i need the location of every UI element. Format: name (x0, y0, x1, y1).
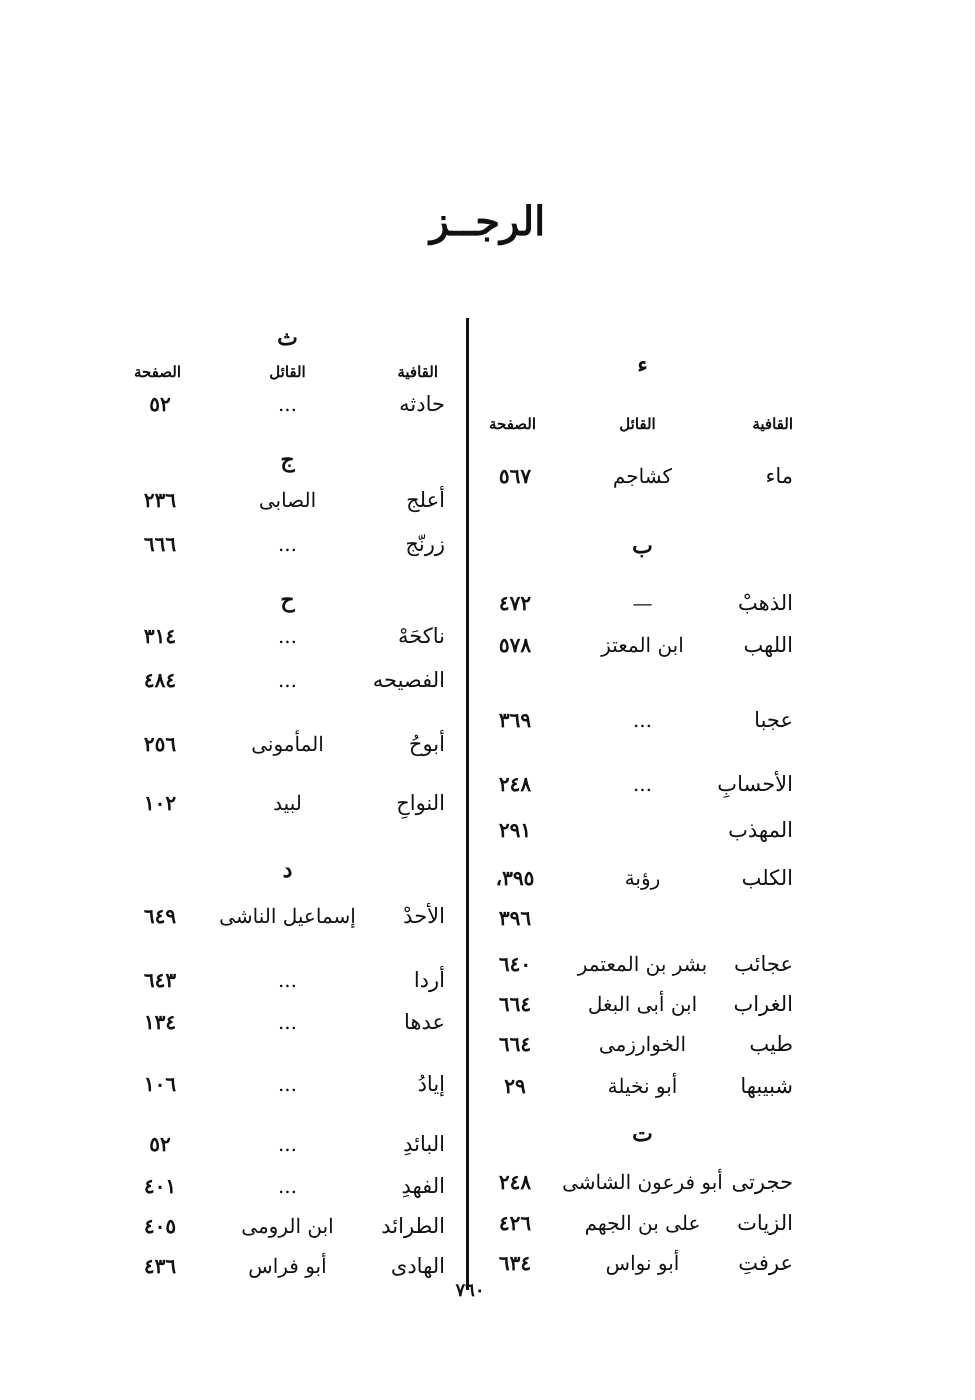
entry-rhyme: طيب (749, 1032, 793, 1056)
entry-speaker: الصابى (258, 488, 317, 512)
index-entry (0, 860, 975, 896)
section-letter: د (282, 857, 293, 883)
entry-rhyme: الأحسابِ (717, 772, 793, 796)
entry-speaker: ... (277, 1174, 298, 1198)
index-entry (0, 618, 975, 654)
entry-rhyme: الهادى (390, 1254, 445, 1278)
header-speaker: القائل (619, 415, 656, 433)
entry-page: ٦٤٩ (143, 904, 177, 928)
entry-page: ٣١٤ (143, 624, 177, 648)
index-entry (0, 585, 975, 621)
entry-page: ٢٤٨ (498, 1170, 532, 1194)
entry-page: ٦٣٤ (498, 1251, 532, 1275)
entry-rhyme: الغراب (733, 992, 793, 1016)
entry-page: ٥٢ (149, 392, 171, 416)
entry-rhyme: ماء (765, 464, 793, 488)
entry-speaker: أبو فرعون الشاشى (562, 1170, 723, 1194)
entry-speaker: ... (277, 392, 298, 416)
entry-rhyme: عجبا (754, 708, 793, 732)
entry-page: ٦٦٦ (143, 532, 177, 556)
entry-page: ٦٦٤ (498, 992, 532, 1016)
entry-page: ٢٤٨ (498, 772, 532, 796)
entry-page: ٦٦٤ (498, 1032, 532, 1056)
entry-page: ٣٦٩ (498, 708, 532, 732)
index-entry (0, 1248, 975, 1284)
entry-page: ٤٨٤ (143, 668, 177, 692)
header-page: الصفحة (488, 415, 537, 433)
entry-speaker: أبو فراس (248, 1254, 327, 1278)
entry-rhyme: الكلب (741, 866, 793, 890)
entry-speaker: ... (277, 1132, 298, 1156)
entry-speaker: أبو نواس (605, 1251, 680, 1275)
entry-rhyme: النواحِ (396, 791, 445, 815)
entry-page: ٤٠١ (143, 1174, 177, 1198)
entry-rhyme: إيادُ (417, 1072, 445, 1096)
index-entry (0, 1004, 975, 1040)
entry-speaker: كشاجم (612, 464, 673, 488)
entry-rhyme: الأحدْ (403, 904, 445, 928)
entry-page: ٥٢ (149, 1132, 171, 1156)
entry-rhyme: البائدِ (403, 1132, 445, 1156)
entry-page: ٣٩٥، (495, 866, 535, 890)
entry-rhyme: عدها (403, 1010, 445, 1034)
entry-rhyme: أعلج (406, 488, 445, 512)
section-letter: ث (277, 325, 298, 351)
entry-page: ٢٩ (504, 1074, 526, 1098)
header-speaker: القائل (269, 363, 306, 381)
entry-rhyme: الزيات (737, 1211, 793, 1235)
entry-rhyme: المهذب (728, 818, 793, 842)
entry-speaker: ابن المعتز (601, 633, 684, 657)
entry-speaker: — (632, 591, 653, 615)
index-entry (0, 1208, 975, 1244)
entry-rhyme: اللهب (743, 633, 793, 657)
section-letter: ت (632, 1121, 653, 1147)
entry-page: ١٠٦ (143, 1072, 177, 1096)
entry-speaker: ... (632, 708, 653, 732)
entry-page: ٤٠٥ (143, 1214, 177, 1238)
page-title: الرجــز (429, 198, 546, 245)
entry-rhyme: الفصيحه (372, 668, 445, 692)
entry-page: ٥٦٧ (498, 464, 532, 488)
entry-speaker: ... (277, 668, 298, 692)
entry-speaker: على بن الجهم (584, 1211, 701, 1235)
entry-rhyme: حجرتى (731, 1170, 793, 1194)
entry-rhyme: الطرائد (381, 1214, 445, 1238)
section-letter: ج (280, 447, 295, 473)
entry-speaker: ابن أبى البغل (587, 992, 698, 1016)
entry-page: ٥٧٨ (498, 633, 532, 657)
section-letter: ح (280, 587, 295, 613)
header-rhyme: القافية (752, 415, 793, 433)
entry-speaker: ... (632, 772, 653, 796)
index-entry (0, 962, 975, 998)
index-entry (0, 1066, 975, 1102)
section-letter: ء (637, 352, 648, 378)
section-letter: ب (632, 533, 653, 559)
index-entry (0, 1168, 975, 1204)
entry-speaker: ... (277, 532, 298, 556)
header-rhyme: القافية (397, 363, 438, 381)
index-entry (0, 386, 975, 422)
entry-speaker: رؤبة (624, 866, 661, 890)
index-entry (0, 482, 975, 518)
entry-page: ٦٤٣ (143, 968, 177, 992)
entry-rhyme: شبيبها (740, 1074, 793, 1098)
entry-page: ٢٩١ (498, 818, 532, 842)
page-number: ٧٦٠ (455, 1280, 485, 1301)
entry-rhyme: أردا (413, 968, 445, 992)
entry-rhyme: عرفتِ (738, 1251, 793, 1275)
entry-speaker: ... (277, 968, 298, 992)
index-entry (0, 1126, 975, 1162)
index-entry (0, 662, 975, 698)
entry-rhyme: عجائب (734, 952, 793, 976)
index-entry (0, 785, 975, 821)
entry-rhyme: الفهدِ (401, 1174, 445, 1198)
index-entry (0, 898, 975, 934)
entry-speaker: ابن الرومى (241, 1214, 334, 1238)
entry-speaker: ... (277, 1010, 298, 1034)
entry-rhyme: أبوحُ (408, 732, 445, 756)
entry-page: ٤٣٦ (143, 1254, 177, 1278)
column-headers (0, 354, 975, 390)
entry-page: ١٠٢ (143, 791, 177, 815)
entry-speaker: إسماعيل الناشى (219, 904, 356, 928)
entry-rhyme: زرنّج (405, 532, 445, 556)
entry-page: ٢٥٦ (143, 732, 177, 756)
entry-speaker: الخوارزمى (598, 1032, 687, 1056)
entry-speaker: أبو نخيلة (607, 1074, 678, 1098)
header-page: الصفحة (133, 363, 182, 381)
entry-page: ٤٧٢ (498, 591, 532, 615)
entry-rhyme: حادثه (399, 392, 445, 416)
entry-page: ٤٢٦ (498, 1211, 532, 1235)
index-entry (0, 726, 975, 762)
entry-speaker: ... (277, 1072, 298, 1096)
entry-speaker: لبيد (273, 791, 302, 815)
entry-page: ٣٩٦ (498, 906, 532, 930)
entry-page: ١٣٤ (143, 1010, 177, 1034)
entry-page: ٢٣٦ (143, 488, 177, 512)
entry-speaker: بشر بن المعتمر (577, 952, 708, 976)
entry-speaker: المأمونى (251, 732, 324, 756)
entry-page: ٦٤٠ (498, 952, 532, 976)
index-entry (0, 526, 975, 562)
entry-rhyme: ناكحَهْ (397, 624, 445, 648)
entry-rhyme: الذهبْ (738, 591, 793, 615)
entry-speaker: ... (277, 624, 298, 648)
